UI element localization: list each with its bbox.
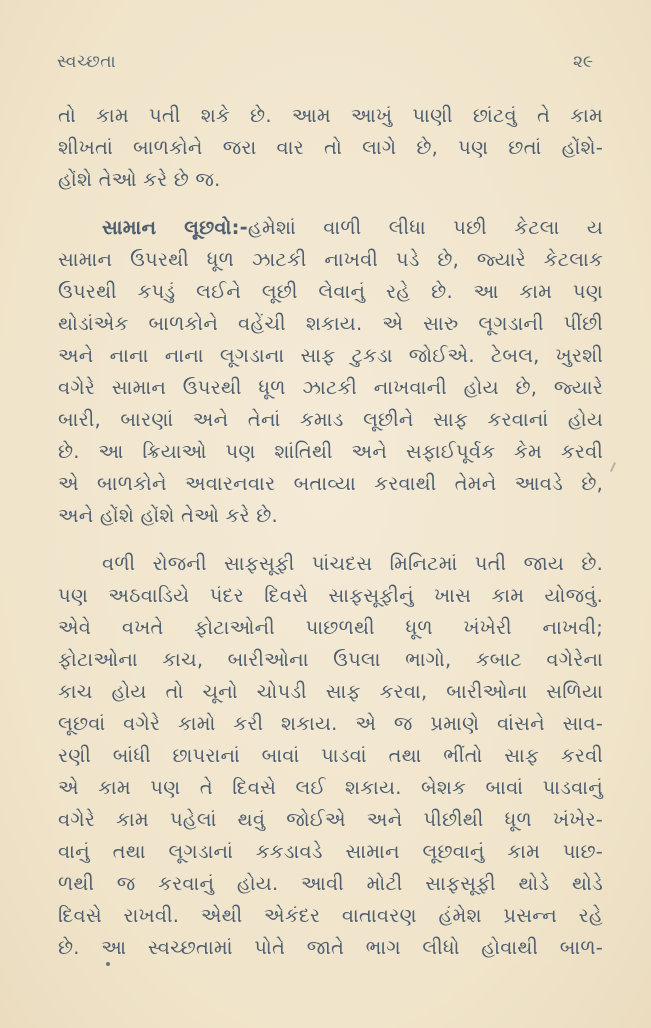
text-line: તો કામ પતી શકે છે. આમ આખું પાણી છાંટવું તે કામ xyxy=(58,104,603,127)
text-line: લૂછવાં વગેરે કામો કરી શકાય. એ જ પ્રમાણે વાંસને સાવ- xyxy=(58,712,603,735)
ink-dot xyxy=(106,962,110,966)
text-line: થોડાંએક બાળકોને વહેંચી શકાય. એ સારુ લૂગડાની પીંછી xyxy=(58,312,603,335)
text-line: હોંશે તેઓ કરે છે જ. xyxy=(58,168,221,191)
text-line: ફોટાઓના કાચ, બારીઓના ઉપલા ભાગો, કબાટ વગેરેના xyxy=(58,648,603,671)
running-head: સ્વચ્છતા xyxy=(57,52,117,72)
section-lead-heading: સામાન લૂછવો:- xyxy=(102,216,248,239)
text-line: ળથી જ કરવાનું હોય. આવી મોટી સાફસૂફી થોડે થોડે xyxy=(58,872,603,895)
text-line: બારી, બારણાં અને તેનાં કમાડ લૂછીને સાફ કરવાનાં હોય xyxy=(58,408,603,431)
paragraph-2 xyxy=(58,212,603,532)
text-line: એ કામ પણ તે દિવસે લઈ શકાય. બેશક બાવાં પાડવાનું xyxy=(58,776,603,799)
text-line: શીખતાં બાળકોને જરા વાર તો લાગે છે, પણ છતાં હોંશે- xyxy=(58,136,603,159)
text-line: અને હોંશે હોંશે તેઓ કરે છે. xyxy=(58,504,278,527)
text-line-content: હમેશાં વાળી લીધા પછી કેટલા ય xyxy=(247,216,603,239)
text-line: એવે વખતે ફોટાઓની પાછળથી ધૂળ ખંખેરી નાખવી; xyxy=(58,616,603,639)
text-line: વળી રોજની સાફસૂફી પાંચદસ મિનિટમાં પતી જાય છે. xyxy=(102,552,603,575)
text-line: અને નાના નાના લૂગડાના સાફ ટુકડા જોઈએ. ટેબલ, ખુરશી xyxy=(58,344,603,367)
paragraph-1 xyxy=(58,100,603,196)
text-line: સામાન ઉપરથી ધૂળ ઝાટકી નાખવી પડે છે, જ્યારે કેટલાક xyxy=(58,248,603,271)
text-line: કાચ હોય તો ચૂનો ચોપડી સાફ કરવા, બારીઓના સળિયા xyxy=(58,680,603,703)
text-line: વગેરે કામ પહેલાં થવું જોઈએ અને પીછીથી ધૂળ ખંખેર- xyxy=(58,808,603,831)
margin-mark xyxy=(610,462,616,472)
page-number: ૨૯ xyxy=(572,52,593,72)
body-text xyxy=(58,100,603,980)
text-line: રણી બાંધી છાપરાનાં બાવાં પાડવાં તથા ભીંતો સાફ કરવી xyxy=(58,744,603,767)
text-line: છે. આ ક્રિયાઓ પણ શાંતિથી અને સફાઈપૂર્વક કેમ કરવી xyxy=(58,440,603,463)
text-line: ઉપરથી કપડું લઈને લૂછી લેવાનું રહે છે. આ કામ પણ xyxy=(58,280,603,303)
text-line: વગેરે સામાન ઉપરથી ધૂળ ઝાટકી નાખવાની હોય છે, જ્યારે xyxy=(58,376,603,399)
text-line xyxy=(58,212,603,244)
text-line: વાનું તથા લૂગડાનાં કકડાવડે સામાન લૂછવાનું કામ પાછ- xyxy=(58,840,603,863)
text-line: પણ અઠવાડિયે પંદર દિવસે સાફસૂફીનું ખાસ કામ યોજવું. xyxy=(58,584,603,607)
text-line: દિવસે રાખવી. એથી એકંદર વાતાવરણ હંમેશ પ્રસન્ન રહે xyxy=(58,904,603,927)
text-line: છે. આ સ્વચ્છતામાં પોતે જાતે ભાગ લીધો હોવાથી બાળ- xyxy=(58,936,603,959)
text-line: એ બાળકોને અવારનવાર બતાવ્યા કરવાથી તેમને આવડે છે, xyxy=(58,472,603,495)
paragraph-3 xyxy=(58,548,603,964)
